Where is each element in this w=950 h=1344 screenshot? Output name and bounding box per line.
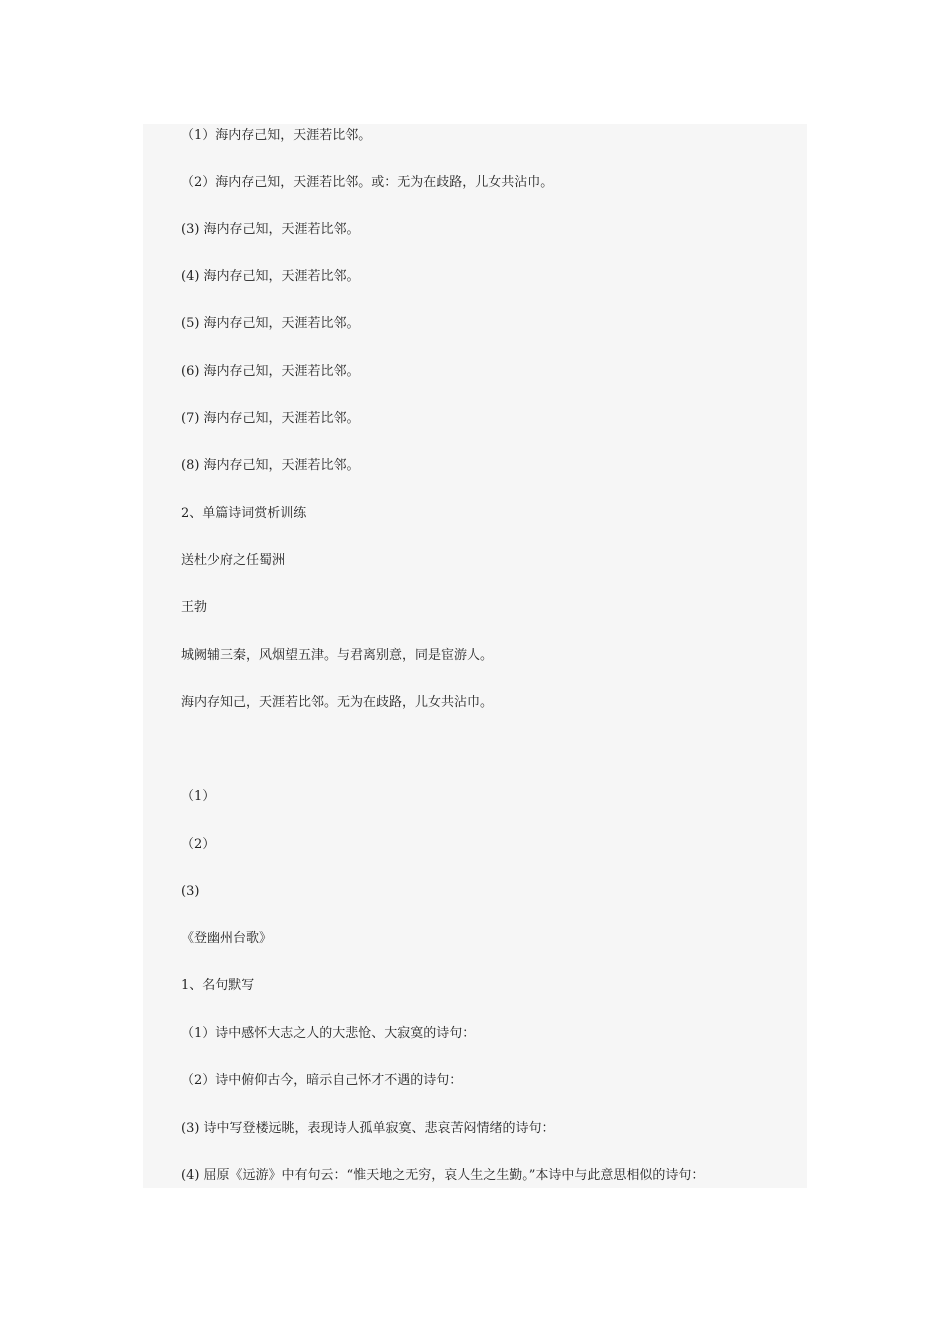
answer-line-6: (6) 海内存己知，天涯若比邻。 — [181, 364, 360, 379]
recitation-question-4: (4) 屈原《远游》中有句云：“惟天地之无穷，哀人生之生勤。”本诗中与此意思相似的诗句： — [181, 1168, 705, 1183]
recitation-question-1: （1）诗中感怀大志之人的大悲怆、大寂寞的诗句： — [181, 1026, 476, 1041]
answer-line-4: (4) 海内存己知，天涯若比邻。 — [181, 269, 360, 284]
question-1: （1） — [181, 789, 216, 804]
recitation-question-2: （2）诗中俯仰古今，暗示自己怀才不遇的诗句： — [181, 1073, 463, 1088]
poem-author: 王勃 — [181, 600, 208, 615]
question-3: (3) — [181, 884, 200, 899]
document-page — [143, 124, 807, 1188]
answer-line-3: (3) 海内存己知，天涯若比邻。 — [181, 222, 360, 237]
answer-line-5: (5) 海内存己知，天涯若比邻。 — [181, 316, 360, 331]
answer-line-2: （2）海内存己知，天涯若比邻。或：无为在歧路，儿女共沾巾。 — [181, 175, 554, 190]
answer-line-8: (8) 海内存己知，天涯若比邻。 — [181, 458, 360, 473]
poem-title-2: 《登幽州台歌》 — [181, 931, 273, 946]
answer-line-1: （1）海内存己知，天涯若比邻。 — [181, 128, 372, 143]
answer-line-7: (7) 海内存己知，天涯若比邻。 — [181, 411, 360, 426]
poem-verse-1: 城阙辅三秦，风烟望五津。与君离别意，同是宦游人。 — [181, 648, 494, 663]
poem-verse-2: 海内存知己，天涯若比邻。无为在歧路，儿女共沾巾。 — [181, 695, 494, 710]
section-heading-1: 1、名句默写 — [181, 978, 255, 993]
question-2: （2） — [181, 837, 216, 852]
section-heading-2: 2、单篇诗词赏析训练 — [181, 506, 307, 521]
poem-title: 送杜少府之任蜀洲 — [181, 553, 286, 568]
recitation-question-3: (3) 诗中写登楼远眺，表现诗人孤单寂寞、悲哀苦闷情绪的诗句： — [181, 1121, 555, 1136]
